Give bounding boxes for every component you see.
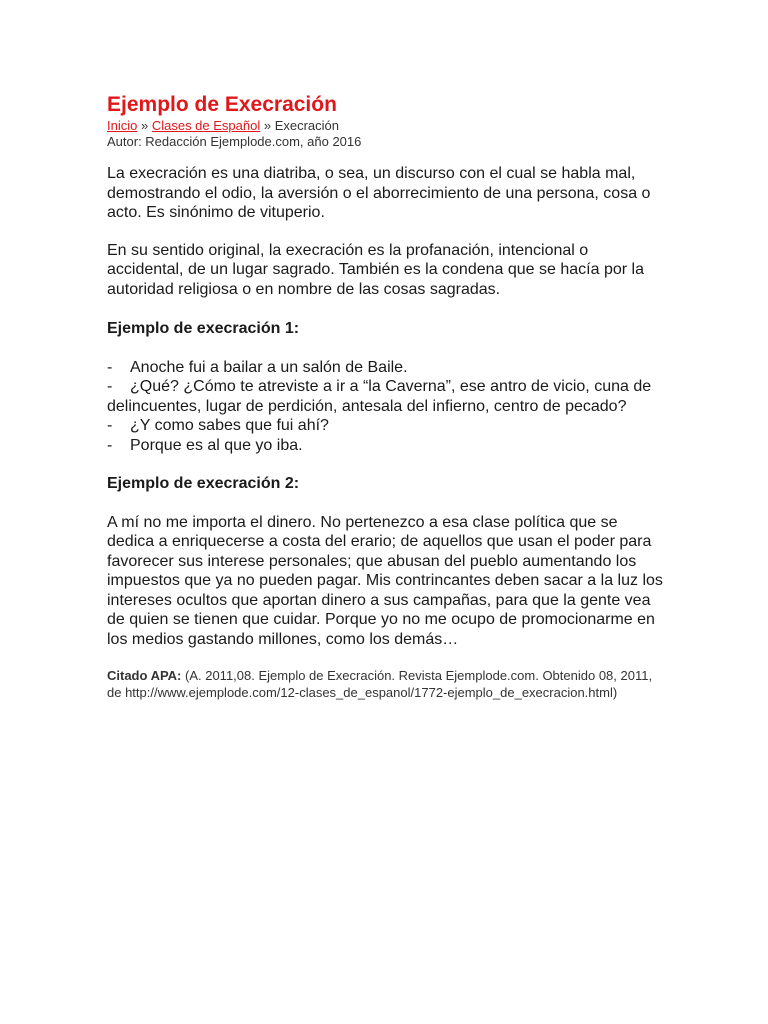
example-2-paragraph: A mí no me importa el dinero. No pertenezco a esa clase política que se dedica a enriquecerse a costa del erario; de aquellos que usan el poder para favorecer sus interese personales; que abusan del pueblo aumentando los impuestos que ya no pueden pagar. Mis contrincantes deben sacar a la luz los intereses ocultos que aportan dinero a sus campañas, para que la gente vea de quien se tienen que cuidar. Porque yo no me ocupo de promocionarme en los medios gastando millones, como los demás… xyxy=(107,513,663,648)
paragraph-definition: La execración es una diatriba, o sea, un discurso con el cual se habla mal, demostrando el odio, la aversión o el aborrecimiento de una persona, cosa o acto. Es sinónimo de vituperio. xyxy=(107,165,651,221)
breadcrumb-link-category[interactable]: Clases de Español xyxy=(151,118,261,133)
dialogue-line xyxy=(107,416,667,436)
apa-citation xyxy=(107,667,667,701)
author-line: Autor: Redacción Ejemplode.com, año 2016 xyxy=(107,134,362,149)
dialogue-text: ¿Y como sabes que fui ahí? xyxy=(130,417,329,434)
citation-label: Citado APA: xyxy=(107,668,182,683)
dialogue-dash: - xyxy=(107,436,113,454)
example-1-heading: Ejemplo de execración 1: xyxy=(107,320,300,337)
breadcrumb-link-home[interactable]: Inicio xyxy=(107,118,138,133)
document-page xyxy=(107,92,667,701)
paragraph-original-sense: En su sentido original, la execración es la profanación, intencional o accidental, de un lugar sagrado. También es la condena que se hacía por la autoridad religiosa o en nombre de las cosas sagradas. xyxy=(107,241,644,298)
example-1-dialogue xyxy=(107,358,667,456)
dialogue-line xyxy=(107,436,667,456)
citation-text: (A. 2011,08. Ejemplo de Execración. Revista Ejemplode.com. Obtenido 08, 2011, de http://www.ejemplode.com/12-clases_de_espanol/1772-ejemplo_de_execracion.html) xyxy=(107,668,653,700)
example-2-heading: Ejemplo de execración 2: xyxy=(107,475,300,492)
dialogue-text: Anoche fui a bailar a un salón de Baile. xyxy=(130,358,408,376)
breadcrumb xyxy=(107,118,667,134)
dialogue-text: ¿Qué? ¿Cómo te atreviste a ir a “la Caverna”, ese antro de vicio, cuna de delincuentes, lugar de perdición, antesala del infierno, centro de pecado? xyxy=(107,378,652,415)
page-title: Ejemplo de Execración xyxy=(107,93,337,116)
dialogue-dash: - xyxy=(107,417,113,434)
breadcrumb-separator: » xyxy=(137,118,152,133)
dialogue-line xyxy=(107,358,667,378)
dialogue-text: Porque es al que yo iba. xyxy=(130,436,303,454)
dialogue-line xyxy=(107,377,667,416)
breadcrumb-separator: » xyxy=(260,118,275,133)
breadcrumb-current: Execración xyxy=(274,118,340,133)
dialogue-dash: - xyxy=(107,378,113,395)
dialogue-dash: - xyxy=(107,358,113,376)
